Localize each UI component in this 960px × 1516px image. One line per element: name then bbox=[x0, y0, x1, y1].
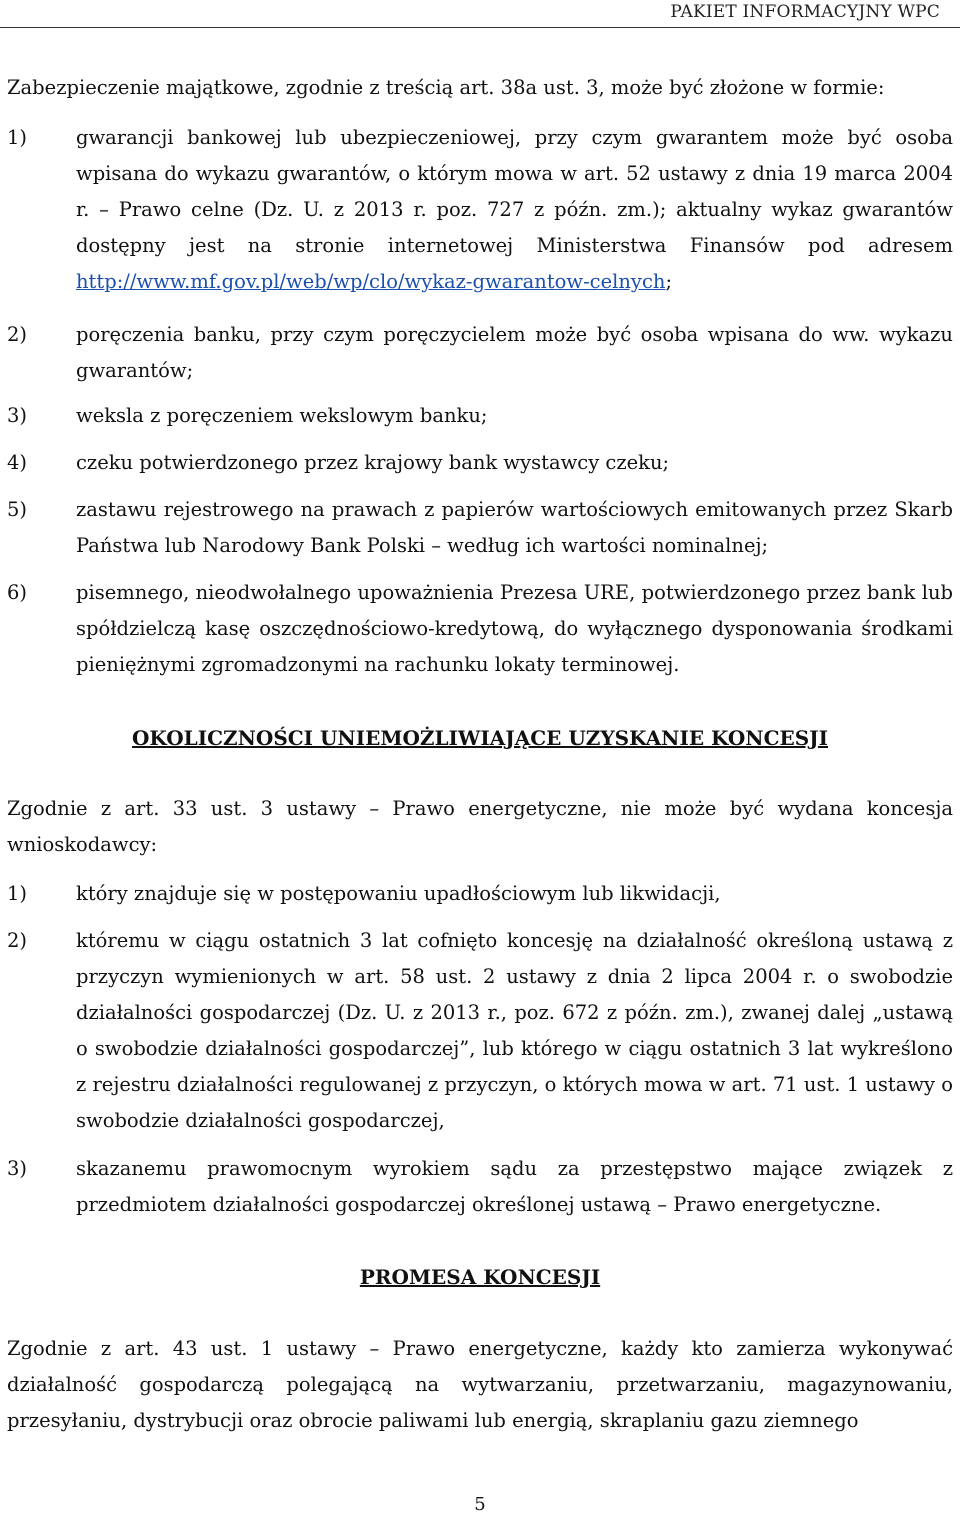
list-item bbox=[7, 923, 953, 1139]
running-header: PAKIET INFORMACYJNY WPC bbox=[670, 2, 940, 22]
list-item bbox=[7, 317, 953, 389]
header-rule bbox=[0, 27, 960, 28]
list-number: 1) bbox=[7, 882, 28, 905]
list-item bbox=[7, 398, 953, 434]
list-number: 1) bbox=[7, 126, 28, 149]
intro-paragraph: Zabezpieczenie majątkowe, zgodnie z treścią art. 38a ust. 3, może być złożone w formie: bbox=[7, 76, 885, 99]
list-number: 3) bbox=[7, 404, 28, 427]
list-item-text: który znajduje się w postępowaniu upadłościowym lub likwidacji, bbox=[76, 882, 721, 905]
section-paragraph: Zgodnie z art. 43 ust. 1 ustawy – Prawo energetyczne, każdy kto zamierza wykonywać działalność gospodarczą polegającą na wytwarzaniu, przetwarzaniu, magazynowaniu, przesyłaniu, dystrybucji oraz obrocie paliwami lub energią, skraplaniu gazu ziemnego bbox=[7, 1337, 953, 1432]
list-item bbox=[7, 1151, 953, 1223]
list-item bbox=[7, 876, 953, 912]
list-item bbox=[7, 492, 953, 564]
list-number: 4) bbox=[7, 451, 28, 474]
list-number: 3) bbox=[7, 1157, 28, 1180]
list-number: 2) bbox=[7, 323, 28, 346]
list-item-text: zastawu rejestrowego na prawach z papierów wartościowych emitowanych przez Skarb Państwa lub Narodowy Bank Polski – według ich wartości nominalnej; bbox=[76, 498, 953, 557]
list-item-text: weksla z poręczeniem wekslowym banku; bbox=[76, 404, 488, 427]
list-number: 2) bbox=[7, 929, 28, 952]
page-number: 5 bbox=[474, 1494, 486, 1515]
list-item-text: skazanemu prawomocnym wyrokiem sądu za przestępstwo mające związek z przedmiotem działalności gospodarczej określonej ustawą – Prawo energetyczne. bbox=[76, 1157, 953, 1216]
list-item bbox=[7, 120, 953, 300]
section-intro: Zgodnie z art. 33 ust. 3 ustawy – Prawo energetyczne, nie może być wydana koncesja wnioskodawcy: bbox=[7, 797, 953, 856]
list-item-text: czeku potwierdzonego przez krajowy bank wystawcy czeku; bbox=[76, 451, 670, 474]
list-item bbox=[7, 575, 953, 683]
ministry-link[interactable]: http://www.mf.gov.pl/web/wp/clo/wykaz-gwarantow-celnych bbox=[76, 270, 666, 293]
list-item-text: któremu w ciągu ostatnich 3 lat cofnięto koncesję na działalność określoną ustawą z przyczyn wymienionych w art. 58 ust. 2 ustawy z dnia 2 lipca 2004 r. o swobodzie działalności gospodarczej (Dz. U. z 2013 r., poz. 672 z późn. zm.), zwanej dalej „ustawą o swobodzie działalności gospodarczej”, lub którego w ciągu ostatnich 3 lat wykreślono z rejestru działalności regulowanej z przyczyn, o których mowa w art. 71 ust. 1 ustawy o swobodzie działalności gospodarczej, bbox=[76, 929, 953, 1132]
list-item bbox=[7, 445, 953, 481]
section-heading: OKOLICZNOŚCI UNIEMOŻLIWIAJĄCE UZYSKANIE KONCESJI bbox=[131, 726, 828, 750]
section-heading: PROMESA KONCESJI bbox=[359, 1265, 601, 1289]
list-number: 6) bbox=[7, 581, 28, 604]
list-item-text: pisemnego, nieodwołalnego upoważnienia Prezesa URE, potwierdzonego przez bank lub spółdzielczą kasę oszczędnościowo-kredytową, do wyłącznego dysponowania środkami pieniężnymi zgromadzonymi na rachunku lokaty terminowej. bbox=[76, 581, 953, 676]
list-number: 5) bbox=[7, 498, 28, 521]
list-item-text: poręczenia banku, przy czym poręczycielem może być osoba wpisana do ww. wykazu gwarantów; bbox=[76, 323, 953, 382]
list-item-text: gwarancji bankowej lub ubezpieczeniowej, przy czym gwarantem może być osoba wpisana do wykazu gwarantów, o którym mowa w art. 52 ustawy z dnia 19 marca 2004 r. – Prawo celne (Dz. U. z 2013 r. poz. 727 z późn. zm.); aktualny wykaz gwarantów dostępny jest na stronie internetowej Ministerstwa Finansów pod adresem http://www.mf.gov.pl/web/wp/clo/wykaz-gwarantow-celnych; bbox=[76, 126, 953, 293]
